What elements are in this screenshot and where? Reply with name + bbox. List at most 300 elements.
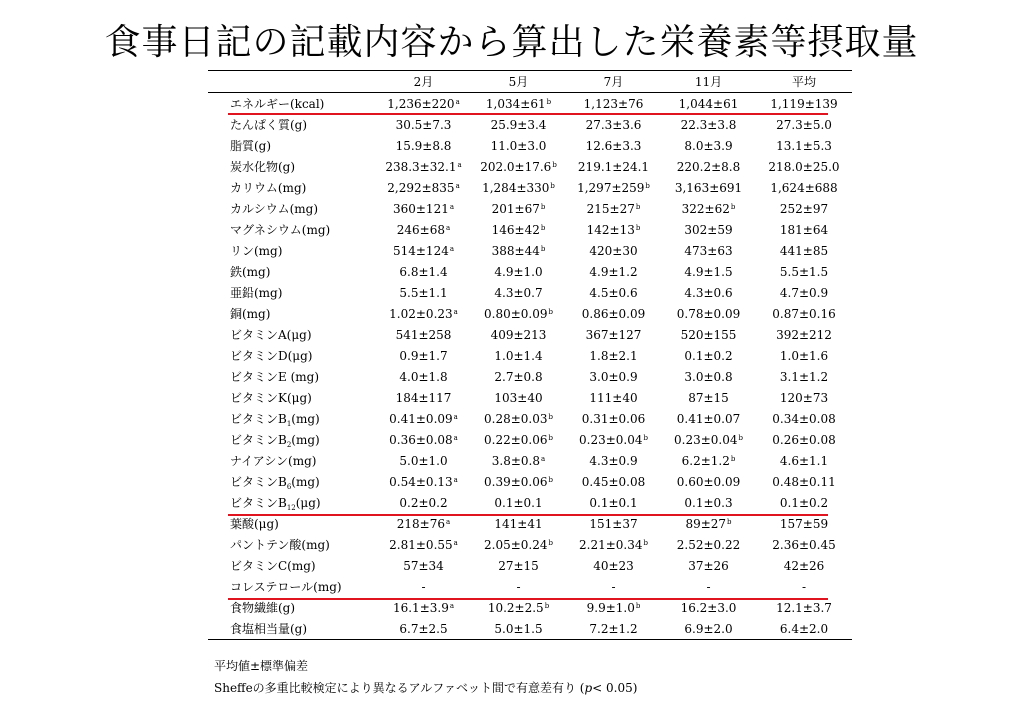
significance-mark: b <box>635 223 641 232</box>
note-text: Sheffeの多重比較検定により異なるアルファベット間で有意差有り ( <box>214 681 585 695</box>
table-cell <box>566 391 661 405</box>
page-title: 食事日記の記載内容から算出した栄養素等摂取量 <box>104 22 919 63</box>
table-cell <box>566 475 661 489</box>
cell-value: 0.1±0.1 <box>589 495 638 510</box>
table-cell <box>661 517 756 531</box>
table-cell <box>471 454 566 468</box>
table-cell <box>756 475 852 489</box>
table-cell <box>756 328 852 342</box>
table-cell <box>566 265 661 279</box>
table-cell <box>471 622 566 636</box>
cell-value: 360±121 <box>392 201 449 216</box>
row-label-text: カリウム(mg) <box>230 181 307 195</box>
table-cell <box>566 286 661 300</box>
row-label-text: 葉酸(μg) <box>230 517 279 531</box>
significance-mark: b <box>645 181 650 190</box>
table-cell <box>756 139 852 153</box>
table-cell <box>661 601 756 615</box>
row-label <box>208 137 376 154</box>
row-label-text: ビタミンB <box>230 475 287 489</box>
table-cell <box>661 349 756 363</box>
cell-value: 541±258 <box>395 327 452 342</box>
table-cell <box>756 391 852 405</box>
cell-value: 473±63 <box>684 243 733 258</box>
significance-mark: b <box>552 160 557 169</box>
table-cell <box>376 601 471 615</box>
column-header: 5月 <box>508 75 529 89</box>
significance-mark: a <box>453 307 458 316</box>
row-label-subscript: 1 <box>286 420 292 428</box>
row-label <box>208 494 376 511</box>
cell-value: 2,292±835 <box>387 180 455 195</box>
significance-mark: b <box>546 97 552 106</box>
cell-value: 10.2±2.5 <box>487 600 544 615</box>
table-cell <box>756 517 852 531</box>
row-label <box>208 179 376 196</box>
cell-value: 1.8±2.1 <box>589 348 638 363</box>
cell-value: 0.41±0.07 <box>676 411 741 426</box>
table-cell <box>566 559 661 573</box>
row-label <box>208 410 376 427</box>
row-label-text: カルシウム(mg) <box>230 202 319 216</box>
table-cell <box>376 349 471 363</box>
table-row <box>208 618 852 639</box>
cell-value: 12.6±3.3 <box>585 138 642 153</box>
table-row <box>208 429 852 450</box>
cell-value: 1.02±0.23 <box>389 306 453 321</box>
cell-value: 0.80±0.09 <box>484 306 548 321</box>
significance-mark: b <box>548 433 553 442</box>
row-label <box>208 473 376 490</box>
table-row <box>208 471 852 492</box>
table-cell <box>566 223 661 237</box>
cell-value: - <box>611 579 616 594</box>
row-label <box>208 620 376 637</box>
table-cell <box>566 349 661 363</box>
cell-value: 0.48±0.11 <box>772 474 836 489</box>
table-cell <box>661 538 756 552</box>
table-cell <box>661 370 756 384</box>
table-row <box>208 366 852 387</box>
significance-mark: b <box>544 601 550 610</box>
row-label <box>208 95 376 112</box>
cell-value: 302±59 <box>684 222 733 237</box>
table-cell <box>376 559 471 573</box>
table-cell <box>376 370 471 384</box>
row-label-text: たんぱく質(g) <box>230 118 308 132</box>
cell-value: 4.9±1.0 <box>494 264 543 279</box>
table-cell <box>756 370 852 384</box>
cell-value: 218.0±25.0 <box>768 159 840 174</box>
table-cell <box>661 496 756 510</box>
table-cell <box>376 139 471 153</box>
table-cell <box>376 202 471 216</box>
note-p: p <box>584 681 593 695</box>
row-label-text: パントテン酸(mg) <box>230 538 330 552</box>
row-label <box>208 200 376 217</box>
table-row <box>208 450 852 471</box>
row-label-unit: (μg) <box>295 496 321 510</box>
table-cell <box>471 265 566 279</box>
cell-value: 2.21±0.34 <box>579 537 643 552</box>
table-cell <box>376 265 471 279</box>
significance-mark: b <box>550 181 555 190</box>
cell-value: 3.8±0.8 <box>491 453 541 468</box>
table-cell <box>376 454 471 468</box>
table-cell <box>471 580 566 594</box>
column-header: 2月 <box>413 75 434 89</box>
cell-value: 57±34 <box>403 558 444 573</box>
table-cell <box>471 223 566 237</box>
table-cell <box>566 433 661 447</box>
cell-value: 1.0±1.4 <box>494 348 543 363</box>
column-header: 11月 <box>694 75 723 89</box>
cell-value: 0.86±0.09 <box>581 306 646 321</box>
table-cell <box>566 496 661 510</box>
note-mean-sd: 平均値±標準偏差 <box>214 659 309 673</box>
row-label <box>208 536 376 553</box>
row-label-text: ビタミンK(μg) <box>230 391 312 405</box>
cell-value: 15.9±8.8 <box>395 138 452 153</box>
cell-value: 514±124 <box>392 243 449 258</box>
table-cell <box>376 622 471 636</box>
cell-value: 142±13 <box>586 222 635 237</box>
table-row <box>208 597 852 618</box>
table-row <box>208 387 852 408</box>
table-cell <box>376 475 471 489</box>
cell-value: 1,044±61 <box>678 96 739 111</box>
cell-value: 0.1±0.2 <box>779 495 829 510</box>
cell-value: 4.7±0.9 <box>779 285 829 300</box>
cell-value: 2.36±0.45 <box>772 537 836 552</box>
row-label-text: ビタミンA(μg) <box>230 328 312 342</box>
row-label-text: ナイアシン(mg) <box>230 454 317 468</box>
table-cell <box>376 286 471 300</box>
table-cell <box>756 412 852 426</box>
cell-value: 2.52±0.22 <box>676 537 741 552</box>
significance-mark: b <box>643 538 648 547</box>
table-cell <box>756 580 852 594</box>
table-cell <box>376 223 471 237</box>
table-cell <box>471 370 566 384</box>
table-cell <box>566 517 661 531</box>
table-row <box>208 156 852 177</box>
row-label-text: 鉄(mg) <box>230 265 271 279</box>
table-cell <box>756 601 852 615</box>
table-cell <box>566 601 661 615</box>
column-header: 平均 <box>791 75 816 89</box>
cell-value: 8.0±3.9 <box>684 138 733 153</box>
cell-value: 6.9±2.0 <box>684 621 733 636</box>
table-cell <box>756 496 852 510</box>
row-label <box>208 284 376 301</box>
table-cell <box>566 370 661 384</box>
cell-value: 392±212 <box>776 327 832 342</box>
cell-value: 151±37 <box>589 516 638 531</box>
significance-mark: a <box>446 517 451 526</box>
table-cell <box>566 97 661 111</box>
table-cell <box>756 181 852 195</box>
table-cell <box>566 181 661 195</box>
cell-value: 27.3±5.0 <box>776 117 832 132</box>
table-cell <box>471 328 566 342</box>
table-row <box>208 534 852 555</box>
table-cell <box>661 412 756 426</box>
table-cell <box>566 139 661 153</box>
table-cell <box>471 538 566 552</box>
row-label-text: ビタミンC(mg) <box>230 559 316 573</box>
cell-value: 27.3±3.6 <box>585 117 642 132</box>
significance-mark: a <box>541 454 546 463</box>
cell-value: 2.81±0.55 <box>389 537 453 552</box>
row-label <box>208 389 376 406</box>
cell-value: 6.4±2.0 <box>779 621 829 636</box>
table-cell <box>566 160 661 174</box>
cell-value: 0.1±0.3 <box>684 495 733 510</box>
row-label <box>208 326 376 343</box>
cell-value: 5.5±1.5 <box>779 264 829 279</box>
table-cell <box>661 202 756 216</box>
significance-mark: b <box>635 601 641 610</box>
table-cell <box>661 559 756 573</box>
cell-value: 0.2±0.2 <box>399 495 448 510</box>
row-label <box>208 452 376 469</box>
cell-value: 219.1±24.1 <box>577 159 650 174</box>
nutrient-table <box>208 70 852 640</box>
table-row <box>208 345 852 366</box>
cell-value: 441±85 <box>779 243 829 258</box>
significance-mark: b <box>738 433 743 442</box>
table-cell <box>471 349 566 363</box>
table-cell <box>756 454 852 468</box>
significance-mark: a <box>449 244 455 253</box>
cell-value: 181±64 <box>779 222 829 237</box>
note-text-end: < 0.05) <box>592 681 638 695</box>
row-label-text: ビタミンD(μg) <box>230 349 313 363</box>
cell-value: - <box>706 579 711 594</box>
cell-value: 37±26 <box>688 558 729 573</box>
significance-mark: b <box>548 307 553 316</box>
significance-mark: a <box>449 202 455 211</box>
note-significance <box>214 677 637 699</box>
cell-value: - <box>516 579 521 594</box>
table-cell <box>471 433 566 447</box>
table-cell <box>756 160 852 174</box>
table-cell <box>661 97 756 111</box>
table-cell <box>471 475 566 489</box>
table-cell <box>376 580 471 594</box>
significance-mark: b <box>548 475 553 484</box>
cell-value: 0.31±0.06 <box>581 411 646 426</box>
cell-value: 184±117 <box>395 390 452 405</box>
cell-value: 420±30 <box>589 243 638 258</box>
row-label <box>208 158 376 175</box>
cell-value: 0.23±0.04 <box>579 432 643 447</box>
cell-value: 3.1±1.2 <box>779 369 829 384</box>
row-label <box>208 116 376 133</box>
cell-value: 0.36±0.08 <box>389 432 453 447</box>
table-cell <box>376 181 471 195</box>
significance-mark: b <box>727 517 732 526</box>
table-cell <box>756 349 852 363</box>
table-cell <box>756 538 852 552</box>
cell-value: 2.7±0.8 <box>494 369 543 384</box>
row-label <box>208 263 376 280</box>
table-cell <box>661 622 756 636</box>
cell-value: 22.3±3.8 <box>680 117 737 132</box>
table-cell <box>471 307 566 321</box>
cell-value: 215±27 <box>586 201 635 216</box>
cell-value: 0.41±0.09 <box>389 411 453 426</box>
row-label <box>208 557 376 574</box>
significance-mark: a <box>453 412 458 421</box>
table-cell <box>376 391 471 405</box>
row-label <box>208 368 376 385</box>
table-cell <box>471 286 566 300</box>
cell-value: 40±23 <box>593 558 634 573</box>
highlight-line <box>228 113 828 115</box>
cell-value: 0.34±0.08 <box>772 411 836 426</box>
cell-value: 6.8±1.4 <box>399 264 448 279</box>
row-label-text: ビタミンE (mg) <box>230 370 319 384</box>
cell-value: 4.3±0.6 <box>684 285 733 300</box>
cell-value: 3,163±691 <box>674 180 743 195</box>
row-label-text: ビタミンB <box>230 412 287 426</box>
cell-value: 0.87±0.16 <box>772 306 836 321</box>
cell-value: 322±62 <box>681 201 730 216</box>
table-cell <box>756 307 852 321</box>
table-cell <box>661 139 756 153</box>
cell-value: 1,123±76 <box>583 96 644 111</box>
table-cell <box>376 118 471 132</box>
table-cell <box>566 454 661 468</box>
row-label-text: ビタミンB <box>230 433 287 447</box>
column-header: 7月 <box>603 75 624 89</box>
table-cell <box>471 139 566 153</box>
table-cell <box>566 307 661 321</box>
table-cell <box>661 580 756 594</box>
cell-value: 27±15 <box>498 558 539 573</box>
row-label <box>208 221 376 238</box>
table-cell <box>661 475 756 489</box>
table-cell <box>376 496 471 510</box>
cell-value: 111±40 <box>589 390 638 405</box>
table-row <box>208 492 852 513</box>
table-cell <box>376 538 471 552</box>
cell-value: 1,297±259 <box>577 180 645 195</box>
table-cell <box>756 223 852 237</box>
cell-value: 0.60±0.09 <box>676 474 741 489</box>
cell-value: 202.0±17.6 <box>480 159 552 174</box>
cell-value: 4.3±0.9 <box>589 453 638 468</box>
cell-value: 0.28±0.03 <box>484 411 548 426</box>
significance-mark: a <box>457 160 462 169</box>
cell-value: 0.22±0.06 <box>484 432 548 447</box>
table-row <box>208 240 852 261</box>
table-cell <box>376 328 471 342</box>
row-label-text: 亜鉛(mg) <box>230 286 283 300</box>
table-cell <box>471 559 566 573</box>
row-label-text: マグネシウム(mg) <box>230 223 331 237</box>
significance-mark: b <box>540 223 546 232</box>
cell-value: 13.1±5.3 <box>776 138 832 153</box>
significance-mark: a <box>455 181 460 190</box>
table-cell <box>471 517 566 531</box>
table-cell <box>756 265 852 279</box>
table-row <box>208 198 852 219</box>
table-cell <box>756 622 852 636</box>
cell-value: 1,624±688 <box>770 180 838 195</box>
row-label-subscript: 12 <box>286 504 296 512</box>
table-cell <box>566 202 661 216</box>
cell-value: 0.1±0.1 <box>494 495 543 510</box>
table-cell <box>661 286 756 300</box>
cell-value: 6.2±1.2 <box>681 453 730 468</box>
table-cell <box>756 433 852 447</box>
cell-value: 0.39±0.06 <box>484 474 548 489</box>
table-cell <box>471 412 566 426</box>
cell-value: 0.1±0.2 <box>684 348 733 363</box>
significance-mark: b <box>635 202 641 211</box>
row-label <box>208 305 376 322</box>
cell-value: 5.0±1.5 <box>494 621 543 636</box>
table-cell <box>756 286 852 300</box>
table-cell <box>661 391 756 405</box>
table-cell <box>661 328 756 342</box>
cell-value: 157±59 <box>779 516 829 531</box>
cell-value: 4.0±1.8 <box>399 369 448 384</box>
table-cell <box>471 160 566 174</box>
cell-value: 0.54±0.13 <box>389 474 453 489</box>
cell-value: 4.9±1.5 <box>684 264 733 279</box>
significance-mark: a <box>453 538 458 547</box>
cell-value: 4.5±0.6 <box>589 285 638 300</box>
cell-value: - <box>421 579 426 594</box>
cell-value: 4.3±0.7 <box>494 285 543 300</box>
table-cell <box>566 622 661 636</box>
table-cell <box>661 118 756 132</box>
cell-value: 42±26 <box>783 558 825 573</box>
table-cell <box>661 244 756 258</box>
table-cell <box>376 160 471 174</box>
row-label-unit: (mg) <box>291 412 320 426</box>
table-row <box>208 93 852 114</box>
cell-value: 11.0±3.0 <box>490 138 547 153</box>
cell-value: 4.9±1.2 <box>589 264 638 279</box>
table-cell <box>566 412 661 426</box>
table-cell <box>376 244 471 258</box>
row-label <box>208 599 376 616</box>
table-cell <box>661 265 756 279</box>
table-cell <box>376 412 471 426</box>
cell-value: 252±97 <box>779 201 829 216</box>
row-label-subscript: 6 <box>286 483 292 491</box>
table-cell <box>376 433 471 447</box>
significance-mark: b <box>548 412 553 421</box>
table-cell <box>471 496 566 510</box>
significance-mark: a <box>446 223 451 232</box>
cell-value: 146±42 <box>491 222 540 237</box>
table-cell <box>471 601 566 615</box>
cell-value: 218±76 <box>396 516 446 531</box>
cell-value: 141±41 <box>494 516 543 531</box>
row-label <box>208 347 376 364</box>
cell-value: 0.78±0.09 <box>676 306 741 321</box>
cell-value: 367±127 <box>585 327 642 342</box>
cell-value: 87±15 <box>688 390 729 405</box>
cell-value: 0.23±0.04 <box>674 432 738 447</box>
table-cell <box>566 580 661 594</box>
